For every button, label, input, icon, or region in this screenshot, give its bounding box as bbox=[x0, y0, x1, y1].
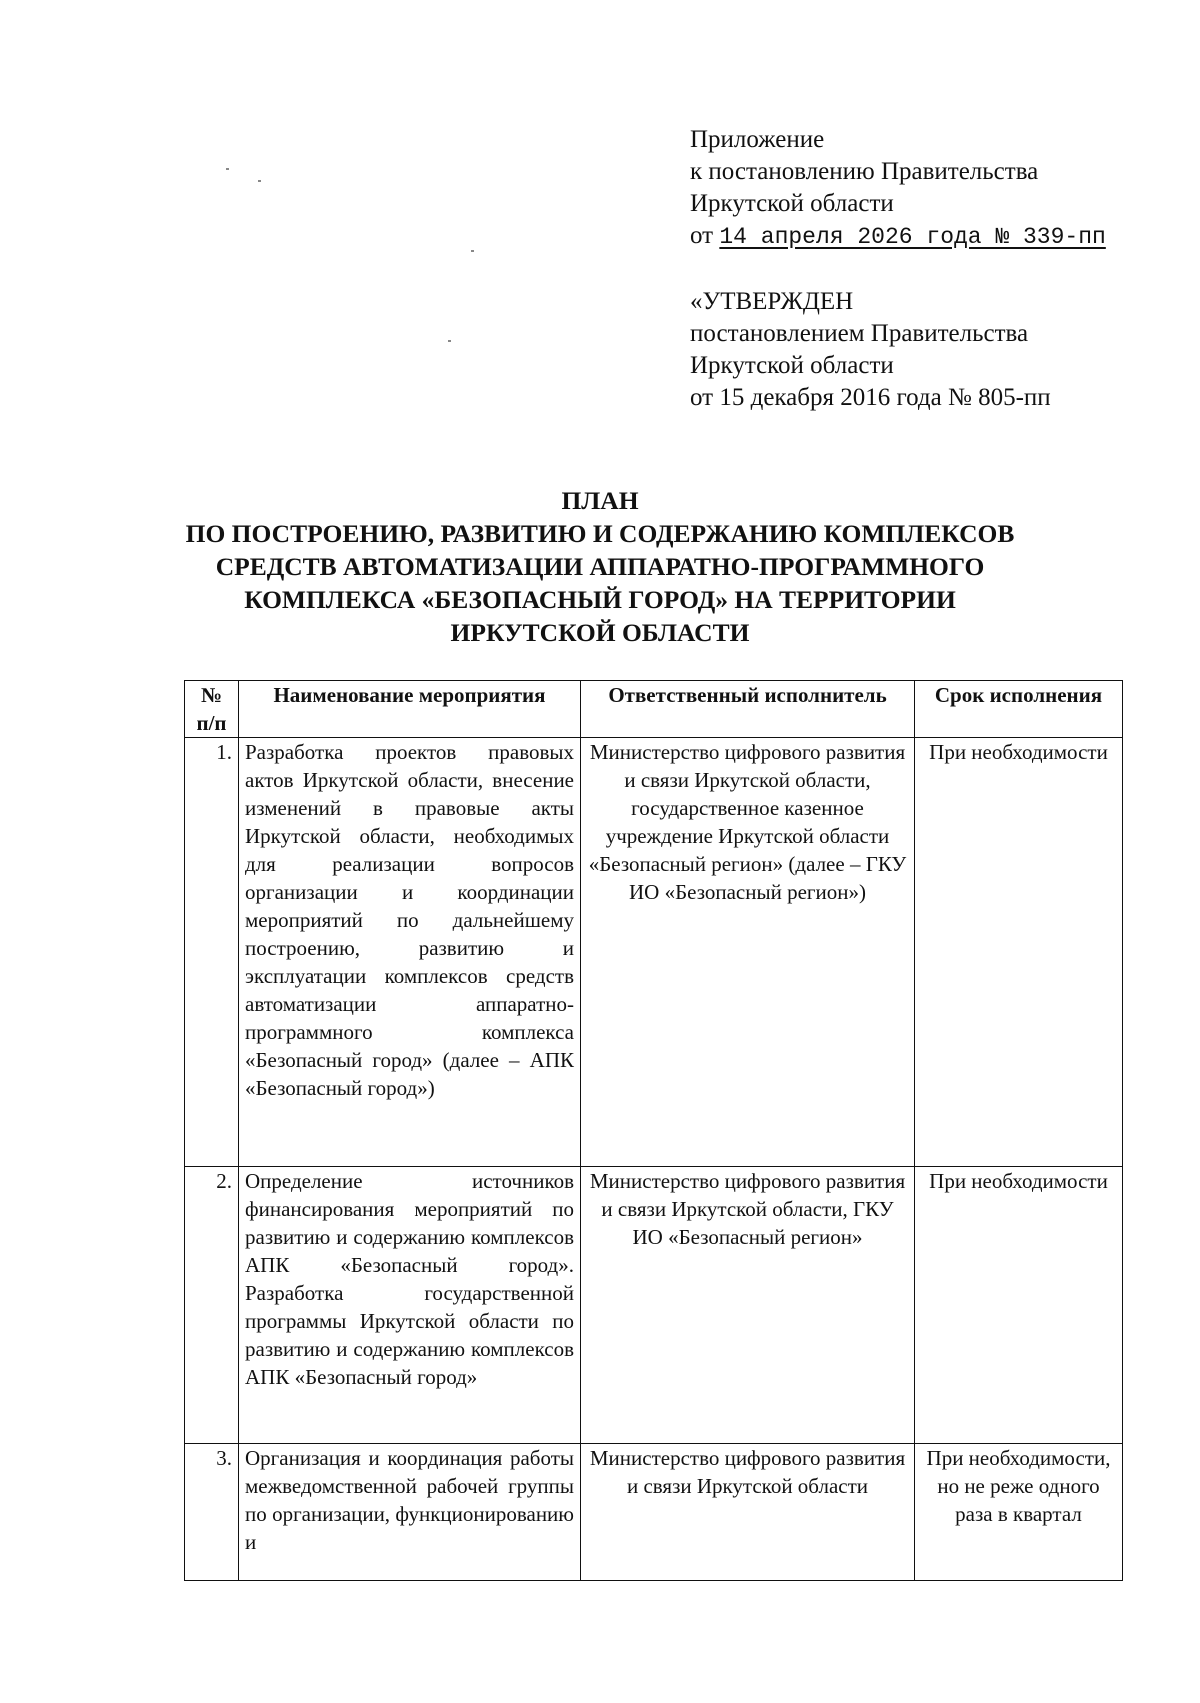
approved-line4: от 15 декабря 2016 года № 805-пп bbox=[690, 384, 1051, 411]
approved-line2 bbox=[690, 318, 1118, 350]
row-num: 3. bbox=[185, 1444, 239, 1581]
appendix-block bbox=[690, 124, 1118, 253]
scan-speck bbox=[226, 168, 229, 170]
row-name: Определение источников финансирования мероприятий по развитию и содержанию комплексов АПК «Безопасный город». Разработка государственной программы Иркутской области по развитию и содержанию комплексов АПК «Безопасный город» bbox=[239, 1167, 581, 1444]
row-responsible: Министерство цифрового развития и связи Иркутской области bbox=[581, 1444, 915, 1581]
approved-line2-left: постановлением bbox=[690, 320, 865, 347]
table-row bbox=[185, 1167, 1123, 1444]
appendix-line3: Иркутской области bbox=[690, 190, 894, 217]
approved-title: «УТВЕРЖДЕН bbox=[690, 288, 854, 315]
plan-title-line: ПО ПОСТРОЕНИЮ, РАЗВИТИЮ И СОДЕРЖАНИЮ КОМПЛЕКСОВ bbox=[185, 519, 1015, 548]
scan-speck bbox=[258, 180, 261, 182]
row-term: При необходимости, но не реже одного раза в квартал bbox=[915, 1444, 1123, 1581]
row-term: При необходимости bbox=[915, 738, 1123, 1167]
scan-speck bbox=[471, 250, 474, 252]
plan-title bbox=[120, 484, 1080, 649]
table-header-row bbox=[185, 681, 1123, 738]
appendix-date-line bbox=[690, 220, 1118, 253]
appendix-line2 bbox=[690, 156, 1118, 188]
plan-title-line: СРЕДСТВ АВТОМАТИЗАЦИИ АППАРАТНО-ПРОГРАММНОГО bbox=[215, 552, 985, 581]
header-responsible: Ответственный исполнитель bbox=[581, 681, 915, 738]
approved-line2-right: Правительства bbox=[870, 320, 1029, 347]
table-row bbox=[185, 738, 1123, 1167]
appendix-line2-right: Правительства bbox=[880, 158, 1039, 185]
row-responsible: Министерство цифрового развития и связи Иркутской области, государственное казенное учреждение Иркутской области «Безопасный регион» (далее – ГКУ ИО «Безопасный регион») bbox=[581, 738, 915, 1167]
row-num: 2. bbox=[185, 1167, 239, 1444]
row-num: 1. bbox=[185, 738, 239, 1167]
plan-title-line: ИРКУТСКОЙ ОБЛАСТИ bbox=[450, 618, 750, 647]
appendix-date-prefix: от bbox=[690, 222, 714, 249]
table-row bbox=[185, 1444, 1123, 1581]
approved-line3: Иркутской области bbox=[690, 352, 894, 379]
header-num: № п/п bbox=[185, 681, 239, 738]
row-name: Разработка проектов правовых актов Иркутской области, внесение изменений в правовые акты Иркутской области, необходимых для реализации вопросов организации и координации мероприятий по дальнейшему построению, развитию и эксплуатации комплексов средств автоматизации аппаратно-программного комплекса «Безопасный город» (далее – АПК «Безопасный город») bbox=[239, 738, 581, 1167]
scan-speck bbox=[448, 340, 451, 342]
appendix-title: Приложение bbox=[690, 126, 825, 153]
row-name: Организация и координация работы межведомственной рабочей группы по организации, функционированию и bbox=[239, 1444, 581, 1581]
row-responsible: Министерство цифрового развития и связи Иркутской области, ГКУ ИО «Безопасный регион» bbox=[581, 1167, 915, 1444]
approved-block bbox=[690, 286, 1118, 414]
plan-title-line: ПЛАН bbox=[561, 486, 639, 515]
row-term: При необходимости bbox=[915, 1167, 1123, 1444]
header-name: Наименование мероприятия bbox=[239, 681, 581, 738]
appendix-date-value: 14 апреля 2026 года № 339-пп bbox=[719, 224, 1106, 250]
plan-title-line: КОМПЛЕКСА «БЕЗОПАСНЫЙ ГОРОД» НА ТЕРРИТОРИИ bbox=[244, 585, 956, 614]
plan-table bbox=[184, 680, 1123, 1581]
appendix-line2-left: к постановлению bbox=[690, 158, 875, 185]
header-term: Срок исполнения bbox=[915, 681, 1123, 738]
